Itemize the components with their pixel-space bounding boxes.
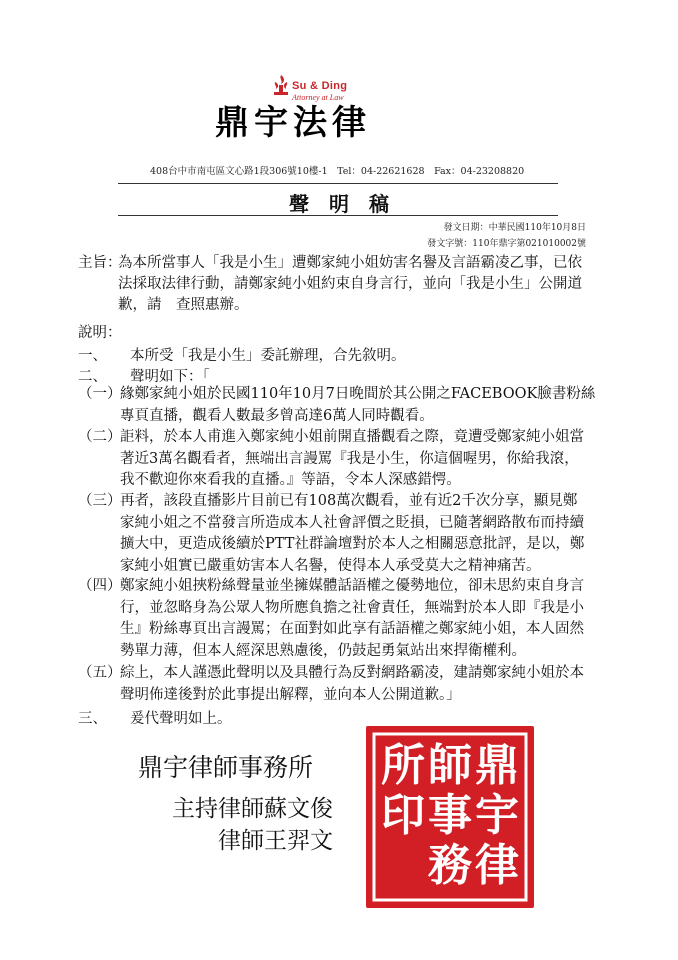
item-number: 二、 xyxy=(78,369,107,385)
seal-glyph: 師 xyxy=(428,740,472,791)
brand-chinese: 鼎宇法律 xyxy=(215,103,371,143)
item-number: 三、 xyxy=(78,711,107,727)
issue-reference: 發文字號：110年鼎字第021010002號 xyxy=(427,239,586,249)
signature-lead-lawyer: 主持律師蘇文俊 xyxy=(172,796,333,822)
subitem-line: 著近3萬名觀看者，無端出言謾罵『我是小生，你這個喔男，你給我滾， xyxy=(120,450,579,467)
divider-top xyxy=(118,183,558,184)
subitem-line: 家純小姐實已嚴重妨害本人名譽，使得本人承受莫大之精神痛苦。 xyxy=(120,557,541,574)
subitem-line: 家純小姐之不當發言所造成本人社會評價之貶損，已隨著網路散布而持續 xyxy=(120,514,584,531)
subitem-line: 詎料，於本人甫進入鄭家純小姐前開直播觀看之際，竟遭受鄭家純小姐當 xyxy=(120,429,584,445)
seal-glyph: 宇 xyxy=(475,790,519,841)
seal-glyph: 鼎 xyxy=(475,740,519,791)
divider-title xyxy=(118,215,558,216)
subitem-line: 生』粉絲專頁出言謾罵；在面對如此享有話語權之鄭家純小姐，本人固然 xyxy=(120,621,584,637)
subitem-number: （三） xyxy=(78,493,122,509)
signature-lawyer: 律師王羿文 xyxy=(218,828,333,854)
subitem-line: 緣鄭家純小姐於民國110年10月7日晚間於其公開之FACEBOOK臉書粉絲 xyxy=(120,386,596,402)
item-number: 一、 xyxy=(78,348,107,364)
explanation-item xyxy=(78,344,406,365)
subject-label: 主旨： xyxy=(78,255,122,271)
subitem-line: 勢單力薄，但本人經深思熟慮後，仍鼓起勇氣站出來捍衛權利。 xyxy=(120,642,526,659)
explanation-closing xyxy=(78,707,232,728)
subitem-number: （五） xyxy=(78,665,122,681)
subitem-number: （一） xyxy=(78,386,122,402)
subitem-line: 行，並忽略身為公眾人物所應負擔之社會責任，無端對於本人即『我是小 xyxy=(120,599,584,616)
issue-date: 發文日期：中華民國110年10月8日 xyxy=(443,223,586,233)
item-text: 聲明如下：「 xyxy=(130,369,210,385)
document-title: 聲明稿 xyxy=(289,192,409,216)
subitem-line: 聲明佈達後對於此事提出解釋，並向本人公開道歉。」 xyxy=(120,686,461,703)
firm-address: 408台中市南屯區文心路1段306號10樓-1 Tel：04-22621628 Fax：04-23208820 xyxy=(150,166,525,177)
seal-glyph: 事 xyxy=(428,790,472,841)
explanation-label: 說明： xyxy=(78,325,122,341)
seal-glyph: 律 xyxy=(475,840,519,891)
logo-flame-icon xyxy=(270,73,292,97)
subitem-number: （四） xyxy=(78,578,122,594)
seal-glyph: 印 xyxy=(381,790,425,841)
subject-line: 歉，請 查照惠辦。 xyxy=(118,297,249,313)
subitem-line: 我不歡迎你來看我的直播。』等語，令本人深感錯愕。 xyxy=(120,472,461,488)
subitem-line: 擴大中，更造成後續於PTT社群論壇對於本人之相關惡意批評，是以，鄭 xyxy=(120,536,585,552)
subitem-line: 鄭家純小姐挾粉絲聲量並坐擁媒體話語權之優勢地位，卻未思約束自身言 xyxy=(120,578,584,594)
item-text: 爰代聲明如上。 xyxy=(130,711,232,727)
explanation-item xyxy=(78,365,210,386)
subitem-number: （二） xyxy=(78,429,122,445)
brand-english: Su & Ding xyxy=(292,80,348,92)
firm-seal-stamp xyxy=(362,722,538,912)
subitem-line: 綜上，本人謹憑此聲明以及具體行為反對網路霸凌，建請鄭家純小姐於本 xyxy=(120,665,584,681)
item-text: 本所受「我是小生」委託辦理，合先敘明。 xyxy=(130,348,406,364)
brand-english-subtitle: Attorney at Law xyxy=(292,93,344,102)
seal-glyph: 所 xyxy=(381,740,425,791)
subitem-line: 專頁直播，觀看人數最多曾高達6萬人同時觀看。 xyxy=(120,407,434,424)
signature-firm: 鼎宇律師事務所 xyxy=(138,753,314,782)
seal-glyph: 務 xyxy=(428,840,472,891)
subject-line: 為本所當事人「我是小生」遭鄭家純小姐妨害名譽及言語霸凌乙事，已依 xyxy=(118,255,582,271)
subject-line: 法採取法律行動，請鄭家純小姐約束自身言行，並向「我是小生」公開道 xyxy=(118,276,582,292)
subitem-line: 再者，該段直播影片目前已有108萬次觀看，並有近2千次分享，顯見鄭 xyxy=(120,493,578,509)
